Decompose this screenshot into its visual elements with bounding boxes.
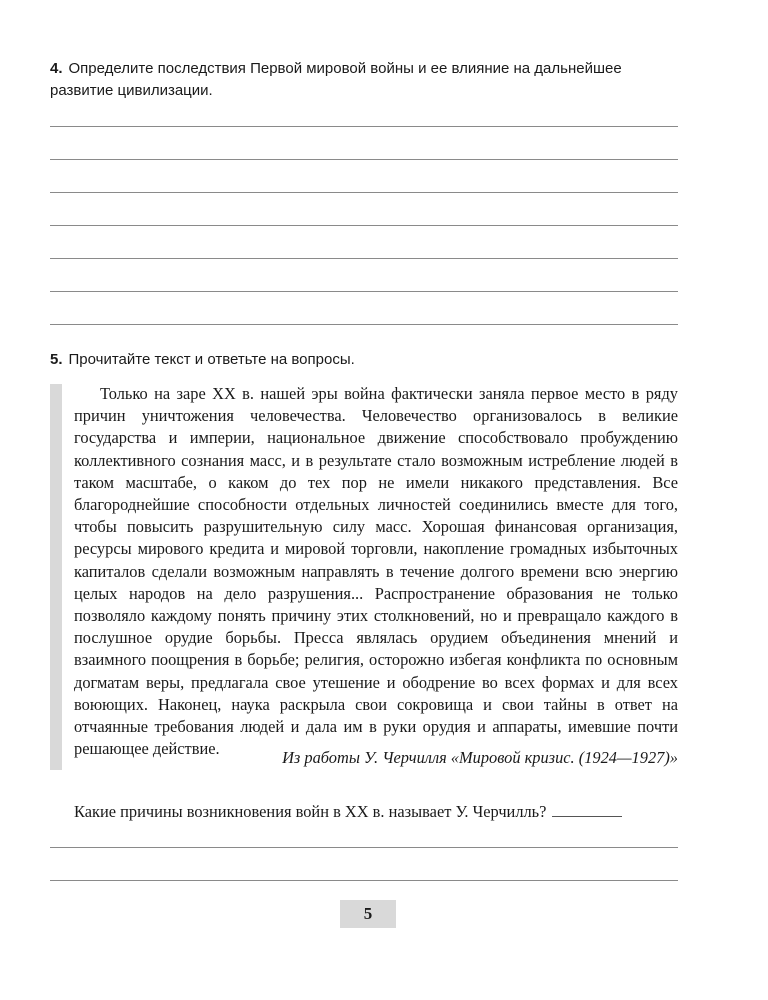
answer-line[interactable] (50, 126, 678, 127)
answer-line[interactable] (50, 225, 678, 226)
quote-source: Из работы У. Черчилля «Мировой кризис. (1924—1927)» (282, 748, 678, 767)
answer-line[interactable] (50, 324, 678, 325)
churchill-quote (74, 383, 678, 760)
task-5 (50, 349, 680, 371)
answer-line[interactable] (50, 847, 678, 848)
task-4-text: Определите последствия Первой мировой войны и ее влияние на дальнейшее развитие цивилизации. (50, 60, 622, 99)
task-4 (50, 58, 680, 102)
task-5-text: Прочитайте текст и ответьте на вопросы. (68, 351, 355, 368)
answer-line[interactable] (50, 258, 678, 259)
task-4-number: 4. (50, 60, 63, 77)
question-1 (74, 802, 622, 822)
answer-line[interactable] (50, 880, 678, 881)
answer-line[interactable] (50, 192, 678, 193)
question-1-text: Какие причины возникновения войн в XX в. называет У. Черчилль? (74, 802, 547, 821)
quote-text: Только на заре XX в. нашей эры война фактически заняла первое место в ряду причин уничтожения человечества. Человечество организовалось в великие государства и империи, национальное движение способствовало пробуждению коллективного сознания масс, и в результате стало возможным истребление людей в таком масштабе, о каком до тех пор не имели никакого представления. Все благороднейшие способности отдельных личностей соединились вместе для того, чтобы повысить разрушительную силу масс. Хорошая финансовая организация, ресурсы мирового кредита и мировой торговли, накопление громадных избыточных капиталов сделали возможным направлять в течение долгого времени всю энергию целых народов на дело разрушения... Распространение образования не только позволяло каждому понять причину этих столкновений, но и превращало каждого в послушное орудие борьбы. Пресса являлась орудием объединения мнений и взаимного поощрения в борьбе; религия, осторожно избегая конфликта по основным догматам веры, предлагала свое утешение и ободрение во всех формах и для всех воюющих. Наконец, наука раскрыла свои сокровища и свои тайны в ответ на отчаянные требования людей и дала им в руки орудия и аппараты, имевшие почти решающее действие. (74, 384, 678, 759)
answer-blank[interactable] (552, 802, 622, 817)
answer-line[interactable] (50, 291, 678, 292)
page-number: 5 (340, 900, 396, 928)
answer-line[interactable] (50, 159, 678, 160)
quote-sidebar (50, 384, 62, 770)
task-5-number: 5. (50, 351, 63, 368)
